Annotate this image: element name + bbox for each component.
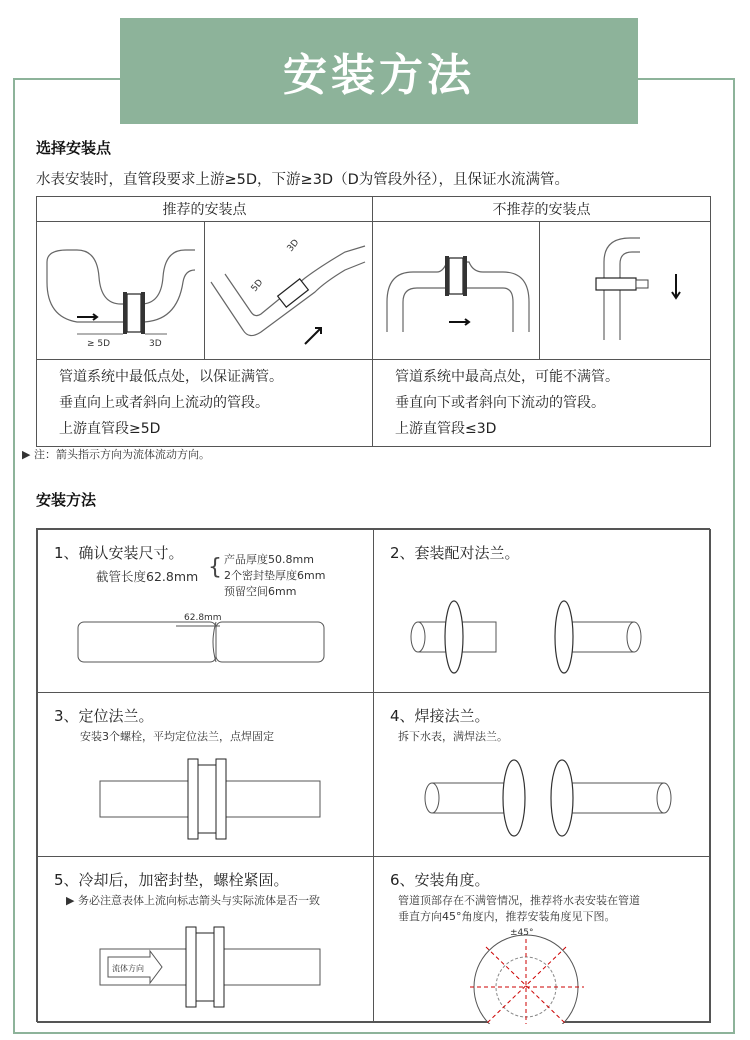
brace-icon: { xyxy=(208,555,222,580)
inverted-u-diagram xyxy=(373,222,540,359)
recommended-line-1: 管道系统中最低点处，以保证满管。 xyxy=(59,369,283,385)
inclined-pipe-diagram xyxy=(205,222,373,359)
step-5 xyxy=(37,856,374,1023)
diagram-inclined-up xyxy=(205,222,373,360)
not-recommended-line-3: 上游直管段≤3D xyxy=(395,421,497,437)
step-5-desc-text: 务必注意表体上流向标志箭头与实际流体是否一致 xyxy=(77,894,320,907)
recommended-line-3: 上游直管段≥5D xyxy=(59,421,161,437)
not-recommended-line-2: 垂直向下或者斜向下流动的管段。 xyxy=(395,395,605,411)
weld-flange-diagram xyxy=(374,693,712,858)
recommended-text xyxy=(37,360,373,447)
step-3-title: 3、定位法兰。 xyxy=(54,707,154,725)
step-6-desc-1: 管道顶部存在不满管情况，推荐将水表安装在管道 xyxy=(398,894,640,907)
five-d-label-b: 5D xyxy=(249,277,266,294)
cut-pipe-diagram xyxy=(38,530,375,694)
title-banner xyxy=(120,18,638,124)
note-text: 注：箭头指示方向为流体流动方向。 xyxy=(33,448,210,461)
not-recommended-text xyxy=(373,360,711,447)
section-title-install-method: 安装方法 xyxy=(36,491,97,509)
steps-grid xyxy=(36,528,710,1022)
recommended-line-2: 垂直向上或者斜向上流动的管段。 xyxy=(59,395,269,411)
not-recommended-line-1: 管道系统中最高点处，可能不满管。 xyxy=(395,369,619,385)
step-4-title: 4、焊接法兰。 xyxy=(390,707,490,725)
step-2 xyxy=(373,529,711,693)
intro-text: 水表安装时，直管段要求上游≥5D，下游≥3D（D为管段外径），且保证水流满管。 xyxy=(36,172,569,188)
triangle-bullet-icon: ▶ xyxy=(66,894,75,907)
diagram-lowest-point xyxy=(37,222,205,360)
step-6-desc-2: 垂直方向45°角度内，推荐安装角度见下图。 xyxy=(398,910,616,923)
step-6 xyxy=(373,856,711,1023)
install-angle-diagram xyxy=(374,857,712,1024)
flange-pair-diagram xyxy=(374,530,712,694)
u-pipe-diagram xyxy=(37,222,205,359)
diagram-highest-point xyxy=(373,222,540,360)
spec-3: 预留空间6mm xyxy=(224,585,297,598)
triangle-bullet-icon: ▶ xyxy=(22,448,31,461)
tighten-bolts-diagram xyxy=(38,857,375,1024)
step-4 xyxy=(373,692,711,857)
angle-label: ±45° xyxy=(510,928,534,938)
step-4-desc: 拆下水表，满焊法兰。 xyxy=(398,730,508,743)
flow-direction-label: 流体方向 xyxy=(112,964,144,973)
step-2-title: 2、套装配对法兰。 xyxy=(390,544,520,562)
page-title: 安装方法 xyxy=(283,50,475,101)
spec-1: 产品厚度50.8mm xyxy=(224,553,314,566)
flow-note xyxy=(22,446,210,462)
diagram-vertical-down xyxy=(540,222,711,360)
five-d-label: ≥ 5D xyxy=(87,339,111,349)
dim-label: 62.8mm xyxy=(184,613,222,623)
recommended-header: 推荐的安装点 xyxy=(37,197,373,222)
step-6-title: 6、安装角度。 xyxy=(390,871,490,889)
three-d-label: 3D xyxy=(149,339,162,349)
step-3-desc: 安装3个螺栓，平均定位法兰，点焊固定 xyxy=(80,730,274,743)
three-d-label-b: 3D xyxy=(285,237,302,254)
position-flange-diagram xyxy=(38,693,375,858)
section-title-choose-point: 选择安装点 xyxy=(36,139,112,157)
spec-2: 2个密封垫厚度6mm xyxy=(224,569,326,582)
step-1-title: 1、确认安装尺寸。 xyxy=(54,544,184,562)
cut-length-label: 截管长度62.8mm xyxy=(96,569,199,584)
step-1 xyxy=(37,529,374,693)
step-3 xyxy=(37,692,374,857)
install-point-table xyxy=(36,196,711,447)
step-5-title: 5、冷却后，加密封垫，螺栓紧固。 xyxy=(54,871,289,889)
vertical-down-diagram xyxy=(540,222,711,359)
not-recommended-header: 不推荐的安装点 xyxy=(373,197,711,222)
